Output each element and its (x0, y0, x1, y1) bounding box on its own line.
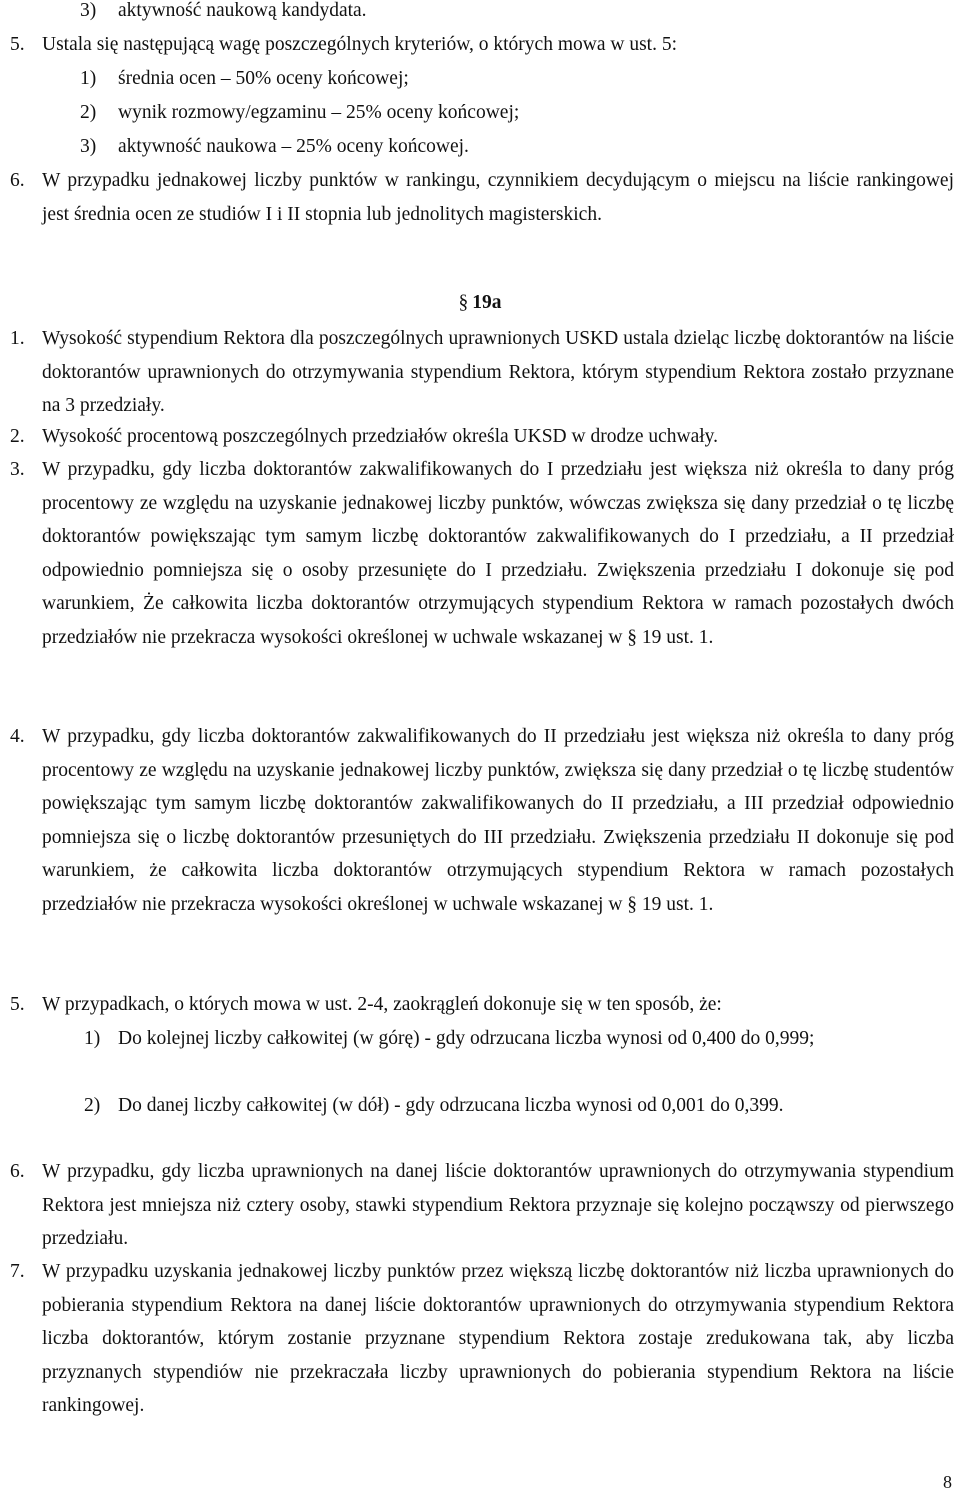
section-symbol: § (458, 292, 469, 313)
sub-list-item (80, 62, 956, 96)
sub-list-item (84, 1089, 956, 1123)
item-number: 3. (10, 459, 25, 480)
item-text: wynik rozmowy/egzaminu – 25% oceny końcowej; (118, 102, 520, 123)
item-number: 5. (10, 994, 25, 1015)
item-number: 2. (10, 426, 25, 447)
list-item (10, 720, 956, 922)
item-text: Ustala się następującą wagę poszczególnych kryteriów, o których mowa w ust. 5: (42, 34, 677, 55)
list-item (10, 28, 956, 62)
item-number: 1) (80, 68, 97, 89)
item-text: W przypadku jednakowej liczby punktów w rankingu, czynnikiem decydującym o miejscu na liście rankingowej jest średnia ocen ze studiów I i II stopnia lub jednolitych magisterskich. (42, 170, 954, 225)
item-text: W przypadku uzyskania jednakowej liczby punktów przez większą liczbę doktorantów niż liczba uprawnionych do pobierania stypendium Rektora na danej liście doktorantów uprawnionych do otrzymywania stypendium Rektora liczba doktorantów, którym zostanie przyznane stypendium Rektora zostaje zredukowana tak, aby liczba przyznanych stypendiów nie przekraczała liczby uprawnionych do pobierania stypendium Rektora na liście rankingowej. (42, 1261, 954, 1417)
item-text: aktywność naukowa – 25% oceny końcowej. (118, 136, 469, 157)
item-text: Wysokość stypendium Rektora dla poszczególnych uprawnionych USKD ustala dzieląc liczbę doktorantów na liście doktorantów uprawnionych do otrzymywania stypendium Rektora, którym stypendium Rektora zostało przyznane na 3 przedziały. (42, 328, 954, 417)
item-number: 1) (84, 1028, 101, 1049)
list-item (10, 420, 956, 454)
section-label: 19a (472, 292, 502, 313)
item-text: W przypadku, gdy liczba uprawnionych na danej liście doktorantów uprawnionych do otrzymywania stypendium Rektora jest mniejsza niż cztery osoby, stawki stypendium Rektora przyznaje się kolejno począwszy od pierwszego przedziału. (42, 1161, 954, 1250)
item-text: średnia ocen – 50% oceny końcowej; (118, 68, 409, 89)
item-text: Do kolejnej liczby całkowitej (w górę) - gdy odrzucana liczba wynosi od 0,400 do 0,999; (118, 1028, 815, 1049)
list-item (10, 988, 956, 1022)
list-item (10, 1155, 956, 1256)
page-number: 8 (943, 1472, 952, 1492)
sub-list-item (84, 1022, 956, 1056)
item-number: 1. (10, 328, 25, 349)
list-item (10, 164, 956, 231)
item-number: 2) (80, 102, 97, 123)
item-number: 7. (10, 1261, 25, 1282)
list-item (10, 322, 956, 423)
item-text: W przypadku, gdy liczba doktorantów zakwalifikowanych do I przedziału jest większa niż określa to dany próg procentowy ze względu na uzyskanie jednakowej liczby punktów, wówczas zwiększa się dany przedział o tę liczbę doktorantów powiększając tym samym liczbę doktorantów zakwalifikowanych do I przedziału, a II przedział odpowiednio pomniejsza się o osoby przesunięte do I przedziału. Zwiększenia przedziału I dokonuje się pod warunkiem, Że całkowita liczba doktorantów otrzymujących stypendium Rektora w ramach pozostałych dwóch przedziałów nie przekracza wysokości określonej w uchwale wskazanej w § 19 ust. 1. (42, 459, 954, 648)
item-text: Wysokość procentową poszczególnych przedziałów określa UKSD w drodze uchwały. (42, 426, 719, 447)
list-item (10, 453, 956, 655)
item-number: 5. (10, 34, 25, 55)
item-number: 6. (10, 170, 25, 191)
list-item (10, 1255, 956, 1423)
item-number: 4. (10, 726, 25, 747)
item-number: 6. (10, 1161, 25, 1182)
item-number: 3) (80, 0, 97, 21)
section-heading (0, 286, 960, 320)
item-text: Do danej liczby całkowitej (w dół) - gdy odrzucana liczba wynosi od 0,001 do 0,399. (118, 1095, 784, 1116)
item-text: aktywność naukową kandydata. (118, 0, 367, 21)
item-number: 2) (84, 1095, 101, 1116)
sub-list-item (80, 130, 956, 164)
item-text: W przypadku, gdy liczba doktorantów zakwalifikowanych do II przedziału jest większa niż określa to dany próg procentowy ze względu na uzyskanie jednakowej liczby punktów, zwiększa się dany przedział o tę liczbę studentów powiększając tym samym liczbę doktorantów zakwalifikowanych do II przedziału, a III przedział odpowiednio pomniejsza się o liczbę doktorantów przesuniętych do III przedziału. Zwiększenia przedziału II dokonuje się pod warunkiem, że całkowita liczba doktorantów otrzymujących stypendium Rektora w ramach pozostałych przedziałów nie przekracza wysokości określonej w uchwale wskazanej w § 19 ust. 1. (42, 726, 954, 915)
item-number: 3) (80, 136, 97, 157)
list-item (80, 0, 956, 28)
item-text: W przypadkach, o których mowa w ust. 2-4, zaokrągleń dokonuje się w ten sposób, że: (42, 994, 722, 1015)
sub-list-item (80, 96, 956, 130)
